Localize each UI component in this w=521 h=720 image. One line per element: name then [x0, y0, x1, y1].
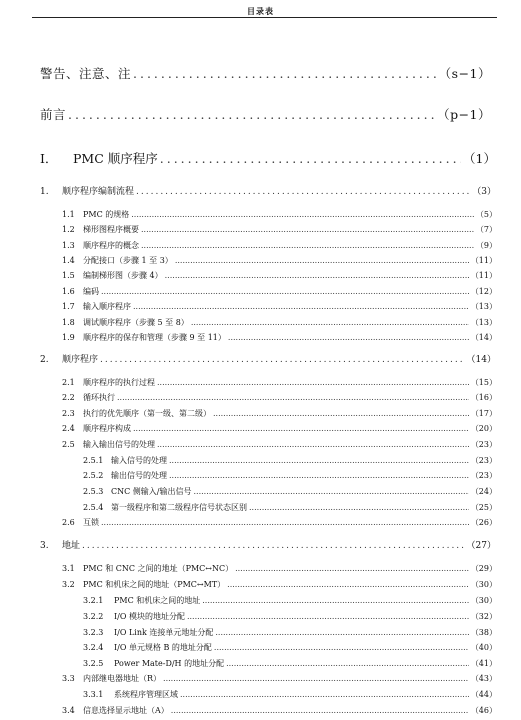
dot-leader [141, 241, 474, 250]
dot-leader [169, 456, 469, 465]
toc-entry-number: 3.2.5 [83, 659, 104, 668]
toc-entry-page: （13） [470, 302, 497, 311]
toc-entry-warnings[interactable] [40, 64, 491, 82]
dot-leader [141, 225, 474, 234]
toc-entry-title: 顺序程序的概念 [83, 241, 139, 250]
toc-entry-page: （43） [470, 674, 497, 683]
toc-subsection-2-5-4[interactable] [83, 502, 497, 513]
toc-entry-title: 顺序程序编制流程 [62, 187, 135, 197]
toc-entry-title: 顺序程序的保存和管理（步骤 9 至 11） [83, 333, 226, 342]
toc-section-1-5[interactable] [62, 270, 497, 281]
toc-entry-page: （14） [466, 355, 496, 365]
toc-section-2-1[interactable] [62, 377, 497, 388]
toc-entry-number: 1.2 [62, 225, 75, 234]
toc-entry-title: 顺序程序构成 [83, 424, 131, 433]
toc-entry-page: （44） [470, 690, 497, 699]
toc-subsection-3-2-3[interactable] [83, 627, 497, 638]
toc-entry-page: （40） [470, 643, 497, 652]
toc-entry-title: 分配接口（步骤 1 至 3） [83, 256, 173, 265]
toc-entry-page: （3） [472, 187, 496, 197]
toc-entry-page: （23） [470, 471, 497, 480]
toc-entry-number: 1.5 [62, 271, 75, 280]
dot-leader [82, 541, 465, 551]
toc-subsection-3-2-2[interactable] [83, 611, 497, 622]
dot-leader [157, 440, 469, 449]
toc-entry-page: （41） [470, 659, 497, 668]
dot-leader [163, 674, 469, 683]
toc-entry-title: 梯形图程序概要 [83, 225, 139, 234]
toc-entry-page: （26） [470, 518, 497, 527]
toc-entry-page: （s−1） [438, 66, 491, 81]
toc-entry-number: 2.5.2 [83, 471, 104, 480]
toc-entry-page: （7） [475, 225, 497, 234]
toc-subsection-3-2-5[interactable] [83, 658, 497, 669]
dot-leader [160, 151, 461, 166]
dot-leader [226, 659, 469, 668]
toc-entry-title: CNC 侧输入/输出信号 [111, 487, 192, 496]
toc-entry-page: （23） [470, 440, 497, 449]
toc-entry-title: 地址 [62, 541, 81, 551]
header-divider [32, 17, 497, 18]
toc-entry-title: 互锁 [83, 518, 99, 527]
toc-entry-page: （25） [470, 503, 497, 512]
toc-entry-number: 3.2 [62, 580, 75, 589]
dot-leader [228, 333, 469, 342]
toc-entry-number: 2.5 [62, 440, 75, 449]
toc-section-1-7[interactable] [62, 301, 497, 312]
toc-entry-number: 1.3 [62, 241, 75, 250]
dot-leader [157, 378, 469, 387]
toc-entry-title: 调试顺序程序（步骤 5 至 8） [83, 318, 189, 327]
dot-leader [133, 66, 437, 81]
toc-entry-page: （12） [470, 287, 497, 296]
toc-entry-number: 1.8 [62, 318, 75, 327]
toc-entry-title: PMC 和机床之间的地址（PMC↔MT） [83, 580, 226, 589]
dot-leader [169, 471, 469, 480]
toc-entry-page: （46） [470, 706, 497, 715]
toc-section-1-1[interactable] [62, 209, 497, 220]
toc-entry-number: 2.5.1 [83, 456, 104, 465]
toc-entry-title: 警告、注意、注 [40, 66, 132, 81]
toc-entry-page: （27） [466, 541, 496, 551]
toc-chapter-2[interactable] [40, 352, 496, 365]
dot-leader [215, 628, 468, 637]
toc-entry-number: 1.6 [62, 287, 75, 296]
toc-entry-title: 顺序程序 [62, 355, 99, 365]
dot-leader [117, 393, 469, 402]
toc-entry-page: （1） [463, 151, 496, 166]
toc-entry-number: 1.1 [62, 210, 75, 219]
toc-entry-page: （14） [470, 333, 497, 342]
dot-leader [131, 210, 474, 219]
toc-entry-title: PMC 和 CNC 之间的地址（PMC↔NC） [83, 564, 234, 573]
toc-entry-number: 3.3.1 [83, 690, 104, 699]
toc-entry-title: 执行的优先顺序（第一级、第二级） [83, 409, 211, 418]
dot-leader [187, 612, 469, 621]
dot-leader [165, 271, 469, 280]
toc-entry-page: （23） [470, 456, 497, 465]
toc-section-2-4[interactable] [62, 423, 497, 434]
dot-leader [133, 424, 469, 433]
toc-entry-number: 2. [40, 355, 49, 365]
toc-entry-number: I． [40, 151, 58, 166]
toc-entry-number: 1.7 [62, 302, 75, 311]
toc-subsection-2-5-1[interactable] [83, 455, 497, 466]
toc-section-1-4[interactable] [62, 255, 497, 266]
toc-entry-title: I/O 模块的地址分配 [114, 612, 185, 621]
toc-section-2-5[interactable] [62, 439, 497, 450]
dot-leader [171, 706, 469, 715]
toc-entry-page: （13） [470, 318, 497, 327]
toc-entry-title: 循环执行 [83, 393, 115, 402]
dot-leader [249, 503, 469, 512]
dot-leader [175, 256, 469, 265]
toc-entry-title: 编码 [83, 287, 99, 296]
toc-entry-number: 3.2.4 [83, 643, 104, 652]
toc-entry-number: 1.9 [62, 333, 75, 342]
toc-subsection-3-2-4[interactable] [83, 642, 497, 653]
toc-entry-title: 输入输出信号的处理 [83, 440, 155, 449]
toc-entry-number: 2.6 [62, 518, 75, 527]
toc-entry-title: PMC 的规格 [83, 210, 130, 219]
toc-entry-number: 2.5.4 [83, 503, 104, 512]
toc-entry-number: 3.1 [62, 564, 75, 573]
toc-entry-number: 3.4 [62, 706, 75, 715]
toc-section-2-2[interactable] [62, 392, 497, 403]
toc-entry-title: 前言 [40, 107, 67, 122]
toc-section-1-9[interactable] [62, 332, 497, 343]
dot-leader [191, 318, 469, 327]
toc-entry-page: （9） [475, 241, 497, 250]
dot-leader [68, 107, 435, 122]
toc-chapter-1[interactable] [40, 184, 496, 197]
toc-section-2-6[interactable] [62, 517, 497, 528]
toc-section-3-1[interactable] [62, 563, 497, 574]
toc-entry-page: （15） [470, 378, 497, 387]
toc-entry-number: 2.1 [62, 378, 75, 387]
toc-entry-number: 2.5.3 [83, 487, 104, 496]
dot-leader [133, 302, 469, 311]
toc-entry-page: （29） [470, 564, 497, 573]
dot-leader [101, 518, 469, 527]
toc-subsection-2-5-3[interactable] [83, 486, 497, 497]
toc-entry-number: 3.2.3 [83, 628, 104, 637]
toc-entry-page: （30） [470, 596, 497, 605]
toc-section-3-3[interactable] [62, 673, 497, 684]
toc-entry-page: （32） [470, 612, 497, 621]
toc-entry-preface[interactable] [40, 105, 491, 123]
toc-entry-page: （5） [475, 210, 497, 219]
dot-leader [100, 355, 465, 365]
toc-section-2-3[interactable] [62, 408, 497, 419]
toc-entry-title: Power Mate-D/H 的地址分配 [114, 659, 225, 668]
toc-entry-page: （20） [470, 424, 497, 433]
toc-section-1-3[interactable] [62, 240, 497, 251]
toc-entry-page: （11） [470, 256, 497, 265]
toc-entry-title: I/O Link 连接单元地址分配 [114, 628, 214, 637]
toc-entry-page: （38） [470, 628, 497, 637]
toc-entry-page: （11） [470, 271, 497, 280]
toc-entry-page: （24） [470, 487, 497, 496]
dot-leader [101, 287, 469, 296]
toc-section-3-4[interactable] [62, 705, 497, 716]
toc-subsection-2-5-2[interactable] [83, 470, 497, 481]
toc-entry-number: 1.4 [62, 256, 75, 265]
toc-entry-page: （17） [470, 409, 497, 418]
dot-leader [227, 580, 469, 589]
dot-leader [193, 487, 468, 496]
toc-entry-number: 3.3 [62, 674, 75, 683]
toc-section-1-6[interactable] [62, 286, 497, 297]
dot-leader [213, 409, 469, 418]
toc-subsection-3-2-1[interactable] [83, 595, 497, 606]
toc-entry-title: 输出信号的处理 [111, 471, 167, 480]
toc-subsection-3-3-1[interactable] [83, 689, 497, 700]
toc-entry-number: 2.4 [62, 424, 75, 433]
toc-entry-number: 3.2.2 [83, 612, 104, 621]
page-header-title: 目录表 [247, 6, 274, 16]
toc-entry-number: 3.2.1 [83, 596, 104, 605]
toc-entry-title: 内部继电器地址（R） [83, 674, 162, 683]
toc-entry-part-1[interactable] [40, 149, 496, 167]
toc-section-1-8[interactable] [62, 317, 497, 328]
toc-entry-title: PMC 顺序程序 [73, 151, 158, 166]
dot-leader [136, 187, 470, 197]
toc-entry-page: （30） [470, 580, 497, 589]
toc-entry-title: 编制梯形图（步骤 4） [83, 271, 163, 280]
toc-entry-page: （16） [470, 393, 497, 402]
toc-entry-title: 第一级程序和第二级程序信号状态区别 [111, 503, 247, 512]
dot-leader [214, 643, 469, 652]
dot-leader [180, 690, 469, 699]
toc-section-3-2[interactable] [62, 579, 497, 590]
toc-entry-title: I/O 单元规格 B 的地址分配 [114, 643, 212, 652]
toc-entry-title: 信息选择显示地址（A） [83, 706, 169, 715]
toc-entry-title: 输入信号的处理 [111, 456, 167, 465]
toc-section-1-2[interactable] [62, 224, 497, 235]
toc-entry-number: 2.2 [62, 393, 75, 402]
toc-entry-title: 顺序程序的执行过程 [83, 378, 155, 387]
toc-entry-number: 3. [40, 541, 49, 551]
toc-entry-title: 系统程序管理区域 [114, 690, 178, 699]
toc-entry-number: 1. [40, 187, 49, 197]
dot-leader [235, 564, 469, 573]
dot-leader [202, 596, 469, 605]
toc-entry-title: PMC 和机床之间的地址 [114, 596, 201, 605]
toc-entry-title: 输入顺序程序 [83, 302, 131, 311]
toc-entry-page: （p−1） [437, 107, 491, 122]
toc-chapter-3[interactable] [40, 538, 496, 551]
toc-entry-number: 2.3 [62, 409, 75, 418]
